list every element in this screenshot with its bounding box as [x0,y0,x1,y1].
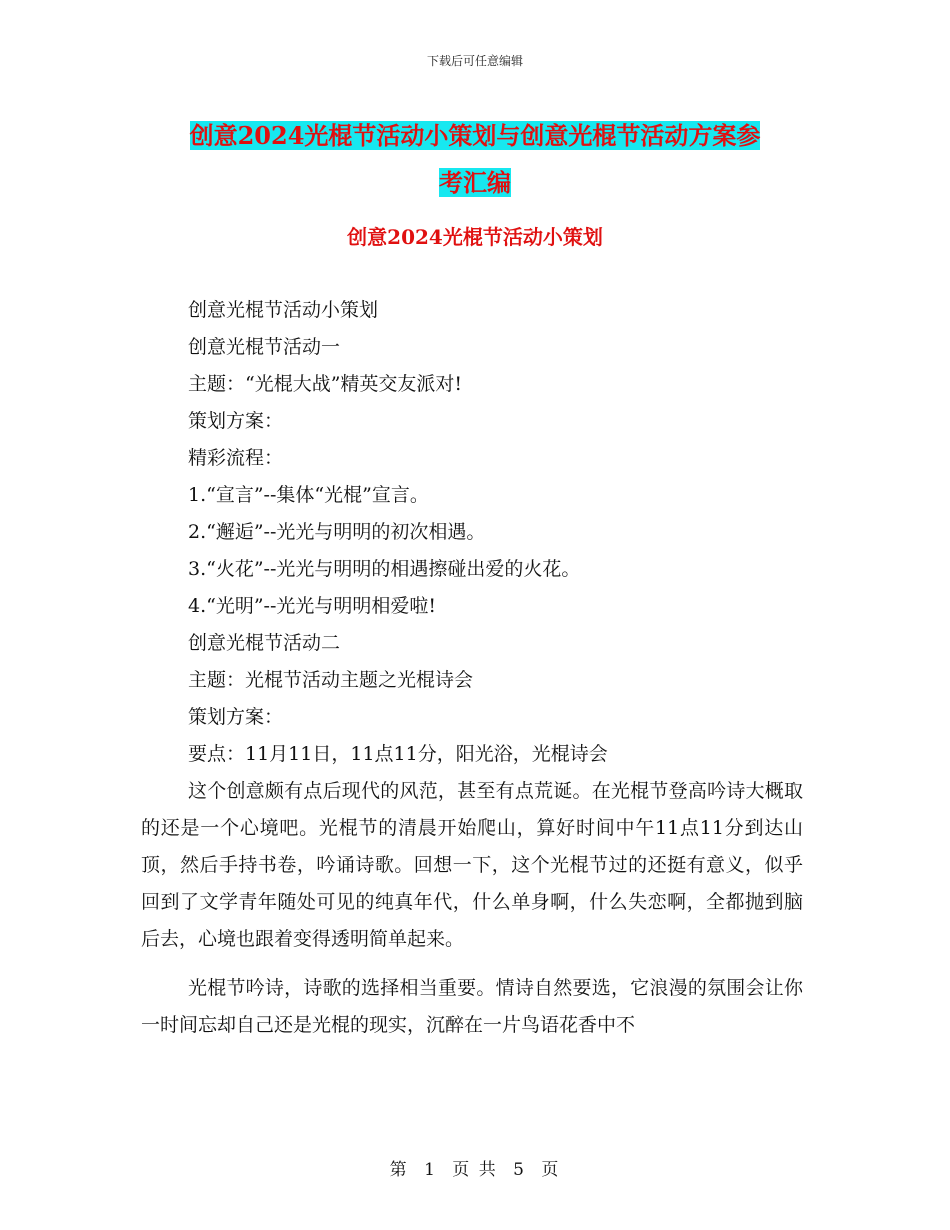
body-line: 创意光棍节活动一 [188,336,341,358]
footer-mid: 页 共 [452,1160,498,1180]
footer-suffix: 页 [541,1160,561,1180]
body-line: 策划方案： [188,706,284,728]
body-line: 创意光棍节活动小策划 [188,299,379,321]
body-line: 要点：11月11日，11点11分，阳光浴，光棍诗会 [188,743,608,765]
document-title-line2: 考汇编 [439,168,511,197]
page-footer [0,1155,950,1180]
body-line: 2.“邂逅”--光光与明明的初次相遇。 [188,521,486,543]
body-line: 主题：光棍节活动主题之光棍诗会 [188,669,474,691]
body-line: 主题：“光棍大战”精英交友派对! [188,373,463,395]
section-title: 创意2024光棍节活动小策划 [347,225,603,249]
body-line: 策划方案： [188,410,284,432]
document-body [141,292,803,1044]
body-line: 精彩流程： [188,447,284,469]
footer-prefix: 第 [389,1160,409,1180]
body-line: 创意光棍节活动二 [188,632,341,654]
document-title [140,112,810,206]
header-note: 下载后可任意编辑 [426,54,523,68]
total-pages: 5 [513,1160,526,1180]
body-line: 3.“火花”--光光与明明的相遇擦碰出爱的火花。 [188,558,581,580]
body-paragraph-2: 光棍节吟诗，诗歌的选择相当重要。情诗自然要选，它浪漫的氛围会让你一时间忘却自己还是光棍的现实，沉醉在一片鸟语花香中不 [141,977,803,1036]
document-title-line1: 创意2024光棍节活动小策划与创意光棍节活动方案参 [189,121,761,150]
body-paragraph-1: 这个创意颇有点后现代的风范，甚至有点荒诞。在光棍节登高吟诗大概取的还是一个心境吧。光棍节的清晨开始爬山，算好时间中午11点11分到达山顶，然后手持书卷，吟诵诗歌。回想一下，这个光棍节过的还挺有意义，似乎回到了文学青年随处可见的纯真年代，什么单身啊，什么失恋啊，全都抛到脑后去，心境也跟着变得透明简单起来。 [141,780,803,950]
body-line: 1.“宣言”--集体“光棍”宣言。 [188,484,429,506]
body-line: 4.“光明”--光光与明明相爱啦! [188,595,437,617]
page-number: 1 [424,1160,437,1180]
